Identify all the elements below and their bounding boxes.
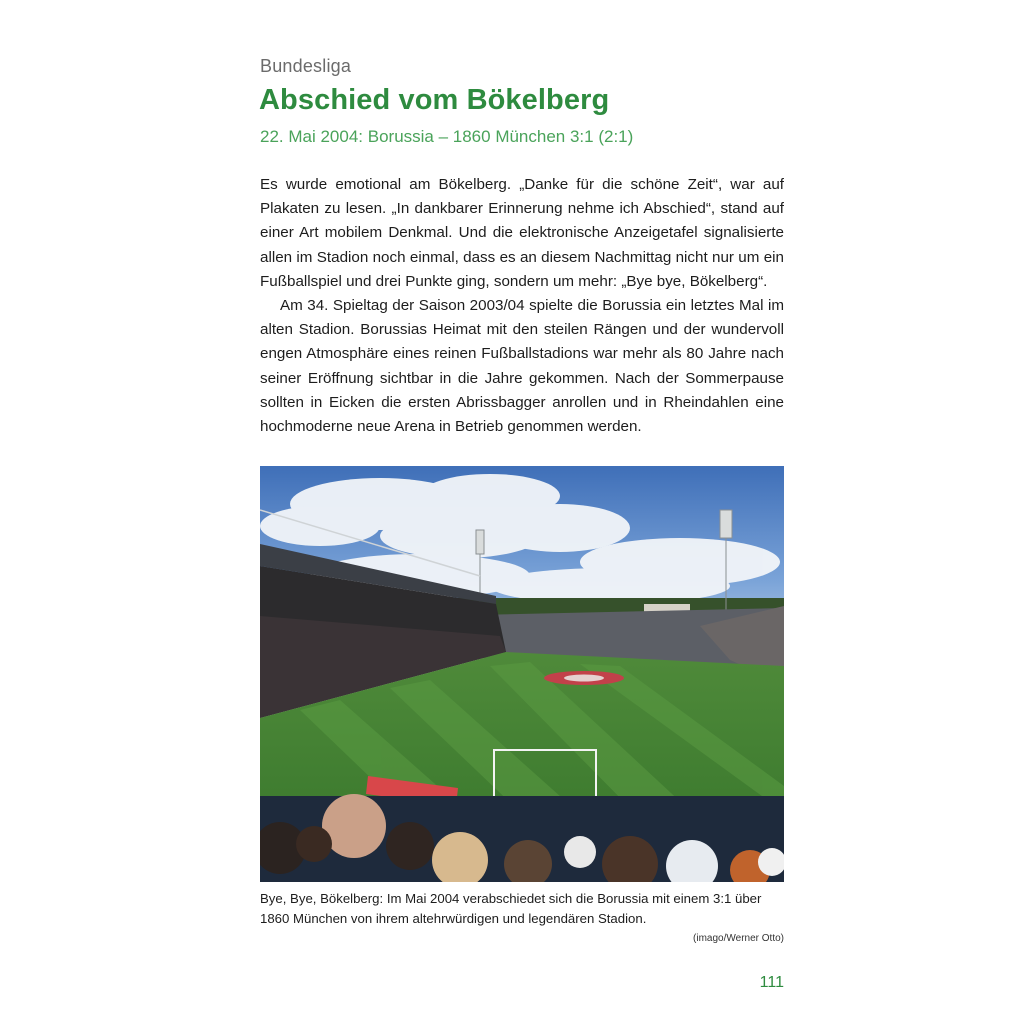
match-subtitle: 22. Mai 2004: Borussia – 1860 München 3:1 (2:1)	[260, 127, 634, 146]
photo-credit: (imago/Werner Otto)	[693, 933, 784, 944]
paragraph-1: Es wurde emotional am Bökelberg. „Danke für die schöne Zeit“, war auf Plakaten zu lesen. „In dankbarer Erinnerung nehme ich Abschied“, stand auf einer Art mobilem Denkmal. Und die elektronische Anzeigetafel signalisierte allen im Stadion noch einmal, dass es an diesem Nachmittag nicht nur um ein Fußballspiel und drei Punkte ging, sondern um mehr: „Bye bye, Bökelberg“.	[260, 176, 784, 290]
stadium-photo	[260, 466, 784, 882]
body-text	[260, 173, 784, 439]
section-kicker: Bundesliga	[260, 56, 352, 76]
page-number: 111	[759, 974, 784, 991]
chapter-title: Abschied vom Bökelberg	[259, 84, 610, 116]
paragraph-2: Am 34. Spieltag der Saison 2003/04 spielte die Borussia ein letztes Mal im alten Stadion. Borussias Heimat mit den steilen Rängen und der wundervoll engen Atmosphäre eines reinen Fußballstadions war mehr als 80 Jahre nach seiner Eröffnung sichtbar in die Jahre gekommen. Nach der Sommerpause sollten in Eicken die ersten Abrissbagger anrollen und in Rheindahlen eine hochmoderne neue Arena in Betrieb genommen werden.	[260, 297, 784, 436]
photo-caption: Bye, Bye, Bökelberg: Im Mai 2004 verabschiedet sich die Borussia mit einem 3:1 über 1860 München von ihrem altehrwürdigen und legendären Stadion.	[260, 891, 762, 926]
